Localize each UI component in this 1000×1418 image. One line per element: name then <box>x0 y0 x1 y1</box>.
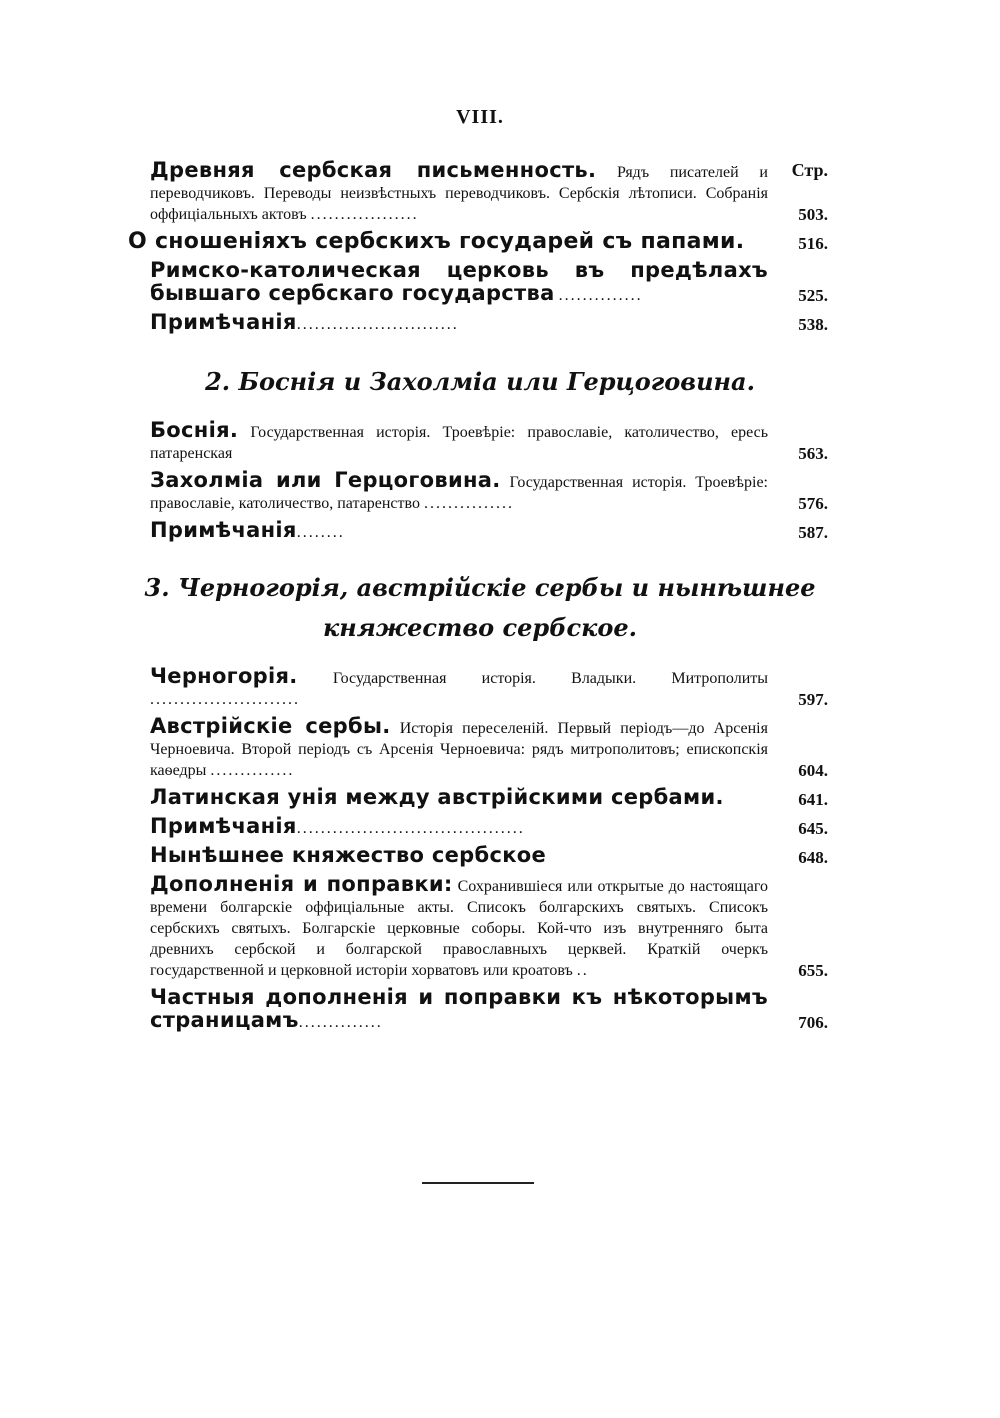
toc-entry <box>128 229 828 254</box>
entry-title: Нынѣшнее княжество сербское <box>150 843 547 867</box>
toc-entry <box>128 872 828 981</box>
leader-dots: .................. <box>310 206 419 223</box>
toc-entry <box>128 785 828 810</box>
entry-title: Примѣчанія <box>150 814 297 838</box>
entry-text: Государственная исторія. Владыки. Митрополиты <box>297 670 768 687</box>
toc-entry <box>128 843 828 868</box>
entry-title: Древняя сербская письменность. <box>150 158 597 182</box>
page-ref: 576. <box>798 494 828 513</box>
entry-title: Черногорія. <box>150 664 298 688</box>
page-ref: 563. <box>798 444 828 463</box>
leader-dots: .............. <box>298 1014 383 1031</box>
toc-entry <box>128 814 828 839</box>
toc-group-2 <box>128 418 828 549</box>
page-ref: 587. <box>798 523 828 542</box>
entry-title: Примѣчанія <box>150 518 297 542</box>
toc-entry <box>128 258 828 306</box>
page-ref: 706. <box>798 1013 828 1032</box>
entry-title: Римско-католическая церковь въ предѣлахъ бывшаго сербскаго государства <box>150 258 768 305</box>
entry-title: Дополненія и поправки: <box>150 872 453 896</box>
page-ref: 648. <box>798 848 828 867</box>
entry-title: О сношеніяхъ сербскихъ государей съ папами. <box>128 229 745 254</box>
entry-text: Рядъ писателей и переводчиковъ. Переводы неизвѣстныхъ переводчиковъ. Сербскія лѣтописи. Собранія оффиціальныхъ актовъ <box>150 164 768 223</box>
page-ref: 597. <box>798 690 828 709</box>
entry-title: Австрійскіе сербы. <box>150 714 391 738</box>
entry-text: Государственная исторія. Троевѣріе: православіе, католичество, ересь патаренская <box>150 424 768 462</box>
page-ref: 525. <box>798 286 828 305</box>
toc-entry <box>128 418 828 464</box>
entry-text: Исторія переселеній. Первый періодъ—до Арсенія Черноевича. Второй періодъ съ Арсенія Черноевича: рядъ митрополитовъ; епископскія каѳедры <box>150 720 768 779</box>
entry-title: Захолміа или Герцоговина. <box>150 468 501 492</box>
toc-entry <box>128 518 828 543</box>
section-heading-3: 3. Черногорія, австрійскіе сербы и нынѣшнее княжество сербское. <box>144 573 816 642</box>
entry-title: Боснія. <box>150 418 239 442</box>
entry-title: Частныя дополненія и поправки къ нѣкоторымъ страницамъ <box>150 985 768 1032</box>
page-column-label: Стр. <box>791 160 828 180</box>
toc-entry <box>128 714 828 781</box>
toc-entry <box>128 985 828 1033</box>
leader-dots: ...................................... <box>296 820 525 837</box>
end-rule <box>422 1182 534 1184</box>
leader-dots: .............. <box>210 762 295 779</box>
entry-text: Государственная исторія. Троевѣріе: православіе, католичество, патаренство <box>150 474 768 512</box>
leader-dots: ............... <box>423 495 514 512</box>
leader-dots: ........ <box>296 524 345 541</box>
entry-title: Латинская унія между австрійскими сербами. <box>150 785 724 809</box>
toc-entry <box>128 664 828 710</box>
toc-group-3 <box>128 664 828 1039</box>
page-ref: 645. <box>798 819 828 838</box>
leader-dots: ........................... <box>296 316 459 333</box>
entry-text: Сохранившіеся или открытые до настоящаго времени болгарскіе оффиціальные акты. Списокъ болгарскихъ святыхъ. Списокъ сербскихъ святыхъ. Болгарскіе церковные соборы. Кой-что изъ внутренняго быта древнихъ сербской и болгарской православныхъ церквей. Краткій очеркъ государственной и церковной исторіи хорватовъ или кроатовъ <box>150 878 768 979</box>
page-ref: 604. <box>798 761 828 780</box>
leader-dots: ......................... <box>150 691 300 708</box>
leader-dots: .............. <box>558 287 643 304</box>
toc-entry <box>128 468 828 514</box>
section-heading-2: 2. Боснія и Захолміа или Герцоговина. <box>205 367 755 396</box>
page-ref: 641. <box>798 790 828 809</box>
page-ref: 655. <box>798 961 828 980</box>
entry-title: Примѣчанія <box>150 310 297 334</box>
leader-dots: .. <box>576 962 589 979</box>
page-ref: 538. <box>798 315 828 334</box>
toc-entry <box>128 310 828 335</box>
page-number: VIII. <box>456 106 504 128</box>
page-ref: 503. <box>798 205 828 224</box>
page-ref: 516. <box>798 234 828 253</box>
